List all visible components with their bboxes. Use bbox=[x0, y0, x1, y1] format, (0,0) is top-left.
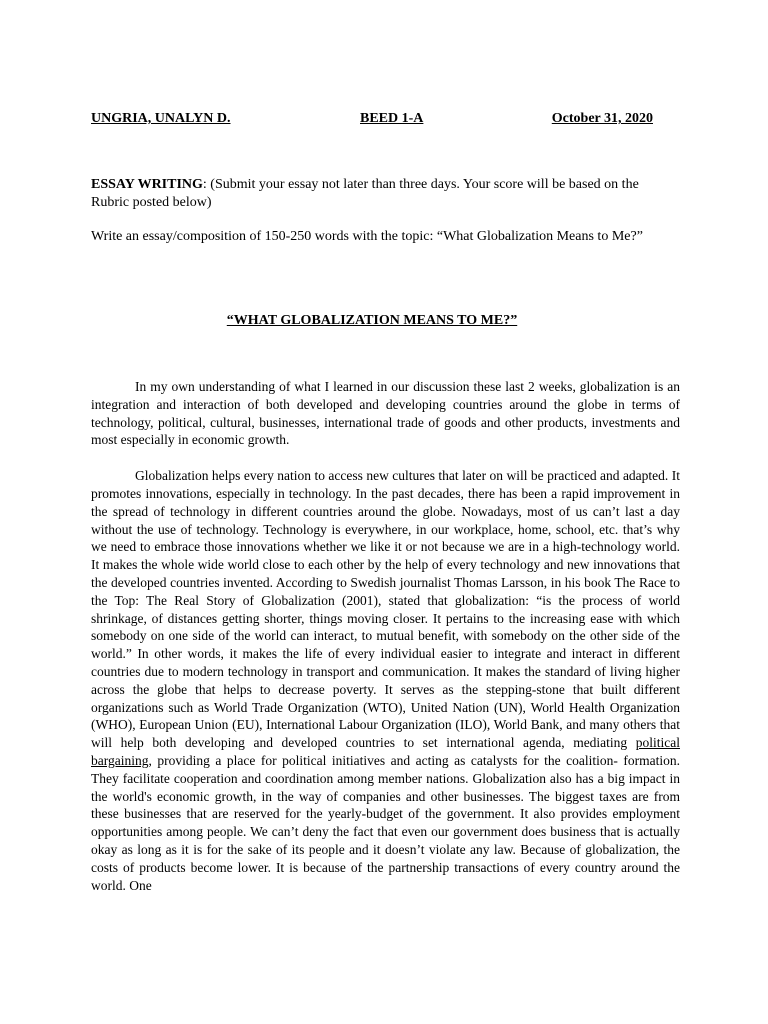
instructions-label: ESSAY WRITING bbox=[91, 177, 203, 192]
paragraph-2-text-b: , providing a place for political initiatives and acting as catalysts for the coalition- formation. They facilitate cooperation and coordination among member nations. Globalization also has a big impact in the world's economic growth, in the way of companies and other businesses. The biggest taxes are from these businesses that are reserved for the yearly-budget of the government. It also provides employment opportunities among people. We can’t deny the fact that even our government does business that is actually okay as long as it is for the sake of its people and it doesn’t violate any law. Because of globalization, the costs of products become lower. It is because of the partnership transactions of every country around the world. One bbox=[91, 752, 680, 893]
date: October 31, 2020 bbox=[551, 111, 653, 126]
course-section: BEED 1-A bbox=[360, 111, 424, 126]
political-bargaining-link[interactable]: political bargaining bbox=[91, 735, 680, 768]
essay-title: “WHAT GLOBALIZATION MEANS TO ME?” bbox=[226, 313, 518, 328]
essay-body bbox=[91, 378, 680, 912]
paragraph-2 bbox=[91, 467, 680, 894]
student-name: UNGRIA, UNALYN D. bbox=[91, 111, 231, 126]
essay-prompt: Write an essay/composition of 150-250 words with the topic: “What Globalization Means to Me?” bbox=[91, 229, 643, 244]
paragraph-1: In my own understanding of what I learned in our discussion these last 2 weeks, globalization is an integration and interaction of both developed and developing countries around the globe in terms of technology, political, cultural, businesses, international trade of goods and other products, investments and most especially in economic growth. bbox=[91, 379, 680, 448]
instructions-text: : (Submit your essay not later than three days. Your score will be based on the Rubric posted below) bbox=[91, 177, 639, 210]
paragraph-2-text-a: Globalization helps every nation to access new cultures that later on will be practiced and adapted. It promotes innovations, especially in technology. In the past decades, there has been a rapid improvement in the spread of technology in different countries around the globe. Nowadays, most of us can’t last a day without the use of technology. Technology is everywhere, in our workplace, home, school, etc. that’s why we need to embrace those innovations whether we like it or not because we are in a high-technology world. It makes the whole wide world close to each other by the help of every technology and new innovations that the developed countries invented. According to Swedish journalist Thomas Larsson, in his book The Race to the Top: The Real Story of Globalization (2001), stated that globalization: “is the process of world shrinkage, of distances getting shorter, things moving closer. It pertains to the increasing ease with which somebody on one side of the world can interact, to mutual benefit, with somebody on the other side of the world.” In other words, it makes the life of every individual easier to integrate and interact in different countries due to modern technology in transport and communication. It makes the standard of living higher across the globe that helps to decrease poverty. It serves as the stepping-stone that built different organizations such as World Trade Organization (WTO), United Nation (UN), World Health Organization (WHO), European Union (EU), International Labour Organization (ILO), World Bank, and many others that will help both developing and developed countries to set international agenda, mediating bbox=[91, 468, 680, 751]
instructions bbox=[91, 176, 653, 212]
